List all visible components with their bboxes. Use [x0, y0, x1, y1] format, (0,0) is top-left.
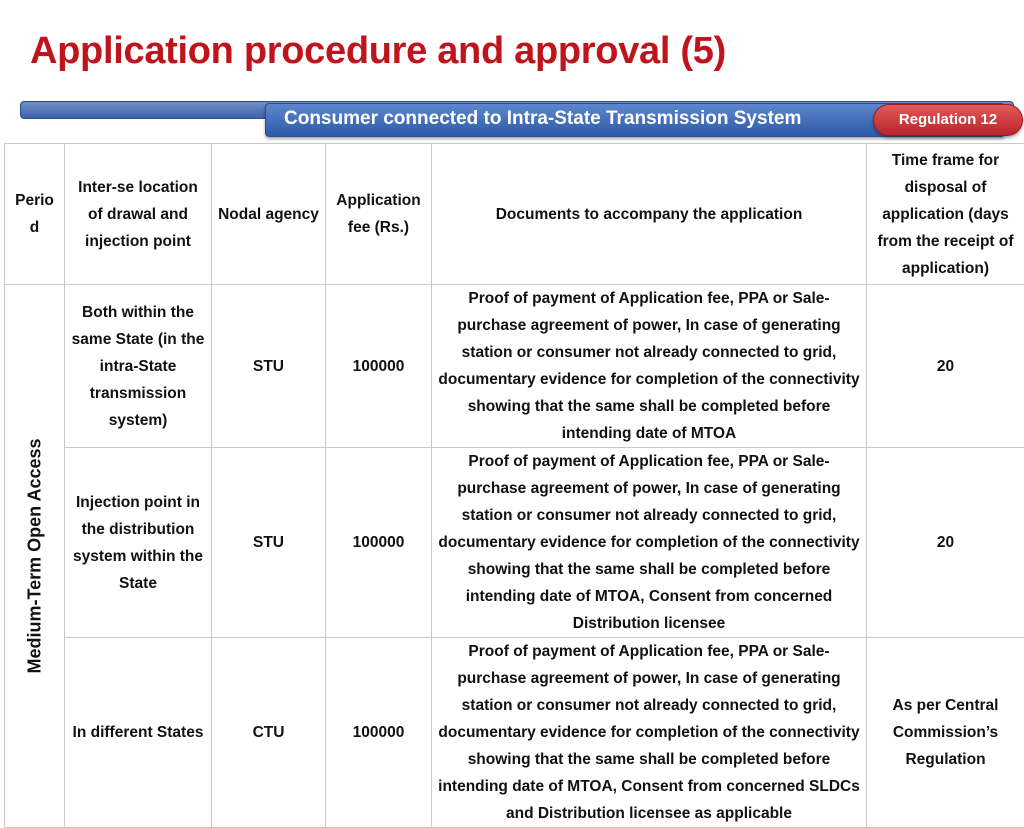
fee-cell: 100000 — [326, 448, 432, 638]
agency-cell: STU — [212, 448, 326, 638]
timeframe-cell: 20 — [867, 448, 1024, 638]
header-documents: Documents to accompany the application — [432, 144, 867, 285]
table-row — [5, 285, 1024, 448]
documents-cell: Proof of payment of Application fee, PPA or Sale-purchase agreement of power, In case of generating station or consumer not already connected to grid, documentary evidence for completion of the connectivity showing that the same shall be completed before intending date of MTOA, Consent from concerned Distribution licensee — [432, 448, 867, 638]
period-label: Medium-Term Open Access — [21, 438, 48, 673]
fee-cell: 100000 — [326, 638, 432, 828]
documents-cell: Proof of payment of Application fee, PPA or Sale-purchase agreement of power, In case of generating station or consumer not already connected to grid, documentary evidence for completion of the connectivity showing that the same shall be completed before intending date of MTOA — [432, 285, 867, 448]
table-header-row — [5, 144, 1024, 285]
location-cell: Injection point in the distribution system within the State — [65, 448, 212, 638]
fee-cell: 100000 — [326, 285, 432, 448]
header-application-fee: Application fee (Rs.) — [326, 144, 432, 285]
regulation-badge: Regulation 12 — [873, 104, 1023, 136]
agency-cell: CTU — [212, 638, 326, 828]
header-nodal-agency: Nodal agency — [212, 144, 326, 285]
header-time-frame: Time frame for disposal of application (days from the receipt of application) — [867, 144, 1024, 285]
banner-subtitle: Consumer connected to Intra-State Transmission System — [284, 108, 801, 130]
period-cell — [5, 285, 65, 828]
table-row — [5, 448, 1024, 638]
procedure-table — [4, 143, 1024, 828]
header-location: Inter-se location of drawal and injection point — [65, 144, 212, 285]
location-cell: In different States — [65, 638, 212, 828]
timeframe-cell: 20 — [867, 285, 1024, 448]
documents-cell: Proof of payment of Application fee, PPA or Sale-purchase agreement of power, In case of generating station or consumer not already connected to grid, documentary evidence for completion of the connectivity showing that the same shall be completed before intending date of MTOA, Consent from concerned SLDCs and Distribution licensee as applicable — [432, 638, 867, 828]
location-cell: Both within the same State (in the intra-State transmission system) — [65, 285, 212, 448]
agency-cell: STU — [212, 285, 326, 448]
timeframe-cell: As per Central Commission’s Regulation — [867, 638, 1024, 828]
page-title: Application procedure and approval (5) — [30, 30, 726, 73]
header-period: Period — [5, 144, 65, 285]
table-row — [5, 638, 1024, 828]
